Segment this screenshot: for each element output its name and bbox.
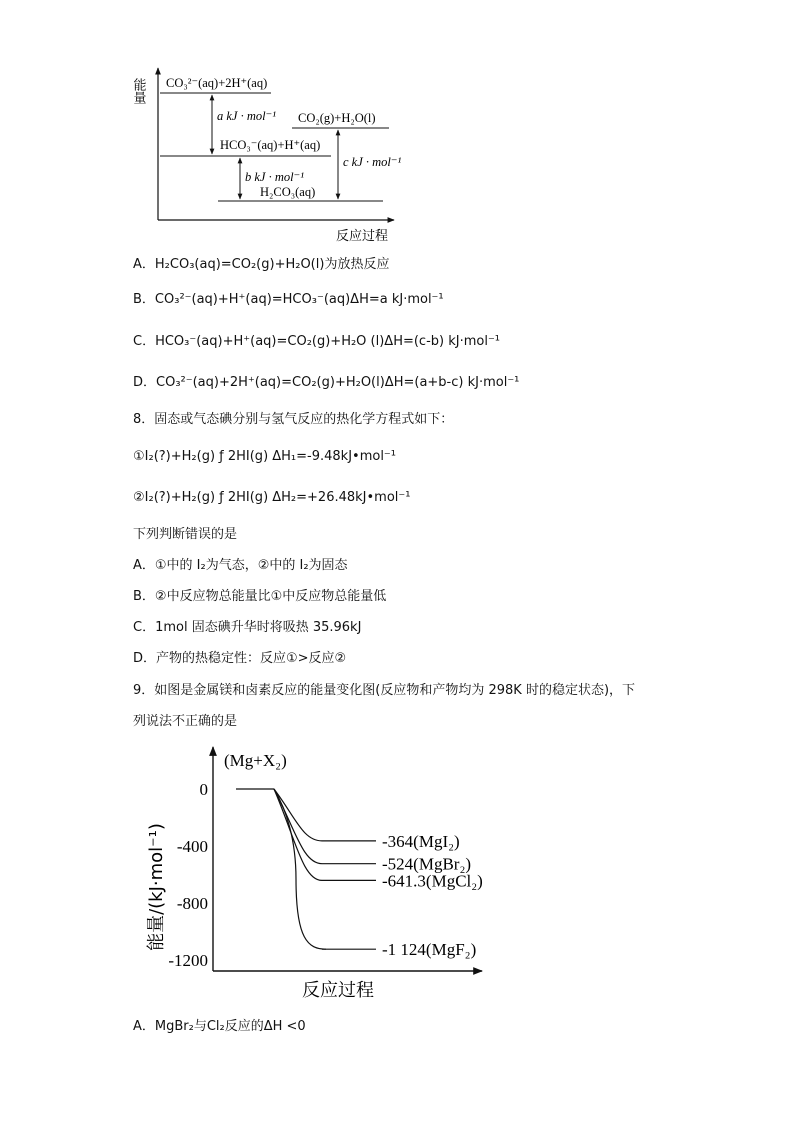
x-axis-label: 反应过程 (336, 229, 389, 244)
q8-option-a: A．①中的 I₂为气态，②中的 I₂为固态 (133, 558, 348, 573)
y-tick-label: -400 (176, 837, 208, 856)
mg-halogen-energy-chart (0, 735, 794, 1005)
q8-prompt: 下列判断错误的是 (133, 527, 238, 542)
q8-stem: 8．固态或气态碘分别与氢气反应的热化学方程式如下： (133, 412, 454, 427)
q8-option-c: C．1mol 固态碘升华时将吸热 35.96kJ (133, 620, 362, 635)
y-tick-label: -1200 (168, 951, 208, 970)
q7-option-c: C．HCO₃⁻(aq)+H⁺(aq)=CO₂(g)+H₂O (l)ΔH=(c-b) kJ·mol⁻¹ (133, 334, 501, 349)
q9-option-a: A．MgBr₂与Cl₂反应的ΔH <0 (133, 1019, 306, 1034)
reactant-label: (Mg+X₂) (224, 751, 287, 770)
chart-x-axis-label: 反应过程 (302, 980, 374, 1001)
energy-level-diagram (0, 0, 794, 250)
q7-option-d: D．CO₃²⁻(aq)+2H⁺(aq)=CO₂(g)+H₂O(l)ΔH=(a+b-c) kJ·mol⁻¹ (133, 375, 520, 390)
q8-equation-1: ①I₂(?)+H₂(g) ƒ 2HI(g) ΔH₁=-9.48kJ•mol⁻¹ (133, 449, 397, 464)
level-mid-label: HCO₃⁻(aq)+H⁺(aq) (220, 138, 321, 152)
level-bottom-label: H₂CO₃(aq) (260, 185, 316, 199)
q7-option-a: A．H₂CO₃(aq)=CO₂(g)+H₂O(l)为放热反应 (133, 257, 390, 272)
q8-option-d: D．产物的热稳定性：反应①>反应② (133, 651, 347, 666)
q9-stem-line-2: 列说法不正确的是 (133, 714, 238, 729)
product-label: -364(MgI₂) (382, 831, 460, 851)
arrow-b-label: b kJ · mol⁻¹ (245, 170, 304, 184)
energy-curve (274, 789, 326, 949)
arrow-c-label: c kJ · mol⁻¹ (343, 155, 402, 169)
y-tick-label: -800 (176, 894, 208, 913)
product-label: -641.3(MgCl₂) (382, 871, 483, 891)
level-co2-label: CO₂(g)+H₂O(l) (298, 111, 376, 125)
y-tick-label: 0 (199, 780, 208, 799)
arrow-a-label: a kJ · mol⁻¹ (217, 109, 276, 123)
q8-equation-2: ②I₂(?)+H₂(g) ƒ 2HI(g) ΔH₂=+26.48kJ•mol⁻¹ (133, 490, 411, 505)
q9-stem-line-1: 9．如图是金属镁和卤素反应的能量变化图(反应物和产物均为 298K 时的稳定状态)，下 (133, 683, 636, 698)
product-label: -524(MgBr₂) (382, 854, 472, 874)
q7-option-b: B．CO₃²⁻(aq)+H⁺(aq)=HCO₃⁻(aq)ΔH=a kJ·mol⁻¹ (133, 292, 444, 307)
chart-y-axis-label: 能量/(kJ·mol⁻¹) (146, 823, 167, 951)
q8-option-b: B．②中反应物总能量比①中反应物总能量低 (133, 589, 387, 604)
product-label: -1 124(MgF₂) (382, 940, 477, 960)
y-axis-label: 能量 (130, 78, 146, 104)
level-top-label: CO₃²⁻(aq)+2H⁺(aq) (166, 76, 268, 90)
energy-curve (274, 789, 322, 841)
